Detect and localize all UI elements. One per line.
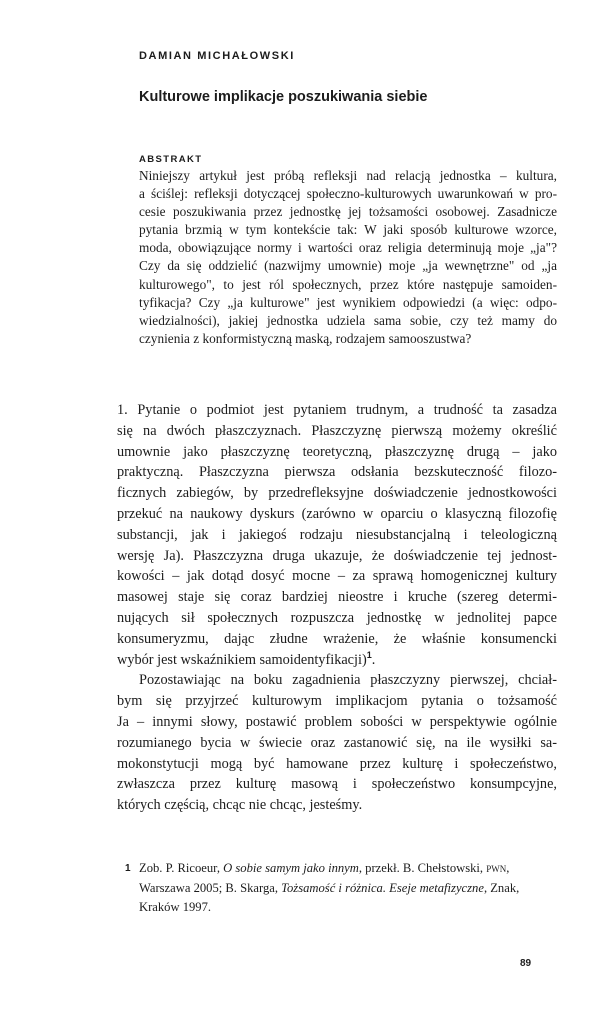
abstract-label: ABSTRAKT [139,154,203,165]
article-title: Kulturowe implikacje poszukiwania siebie [139,89,428,105]
footnote-cited-title: O sobie samym jako innym [223,861,359,875]
text-line-content: wybór jest wskaźnikiem samoidentyfikacji) [117,651,367,668]
footnote-cited-title: Tożsamość i różnica. Eseje metafizyczne [281,880,484,895]
text-line: praktyczną. Płaszczyzna pierwsza odsłania bezskuteczność filozo- [117,464,557,481]
footnote-part: , Znak, Kraków 1997. [139,880,520,915]
footnote-publisher: pwn [486,861,507,875]
page-number: 89 [520,958,532,969]
text-line: rozumianego bycia w świecie oraz zastanowić się, na ile wysiłki sa- [117,734,557,751]
text-line: 1. Pytanie o podmiot jest pytaniem trudnym, a trudność ta zasadza [117,402,557,418]
text-line: bym się przyjrzeć kulturowym implikacjom pytania o tożsamość [117,693,557,710]
text-line: się na dwóch płaszczyznach. Płaszczyznę pierwszą możemy określić [117,422,557,439]
abstract-line: a ściślej: refleksji dotyczącej społeczno-kulturowych uwarunkowań w pro- [139,186,557,202]
text-line: Ja – innymi słowy, postawić problem sobości w perspektywie ogólnie [117,713,557,730]
footnote-reference[interactable]: 1 [366,649,372,660]
abstract-line: kulturowego", to jest ról społecznych, przez które następuje samoiden- [139,276,557,292]
abstract-line: cesie poszukiwania przez jednostkę jej tożsamości osobowej. Zasadnicze [139,204,557,220]
author-name: DAMIAN MICHAŁOWSKI [139,50,295,62]
abstract-line: Niniejszy artykuł jest próbą refleksji nad relacją jednostka – kultura, [139,168,557,183]
footnote [117,859,557,918]
text-line: wersję Ja). Płaszczyzna druga ukazuje, że doświadczenie tej jednost- [117,547,557,564]
text-line: których częścią, chcąc nie chcąc, jesteśmy. [117,797,363,814]
text-line: umownie jako płaszczyznę teoretyczną, płaszczyznę drugą – jako [117,443,557,460]
footnote-text [139,859,557,918]
abstract-line: pytania brzmią w tym kontekście tak: W jaki sposób kulturowe wzorce, [139,222,557,238]
text-line: Pozostawiając na boku zagadnienia płaszczyzny pierwszej, chciał- [139,672,557,689]
abstract-line: moda, obowiązujące normy i wartości oraz religia determinują moje „ja"? [139,240,557,256]
footnote-part: Zob. P. Ricoeur, [139,861,224,875]
paragraph-1 [117,400,557,670]
text-line: mokonstytucji mogą być hamowane przez kulturę i społeczeństwo, [117,755,557,772]
text-line: nujących sił społecznych rozpuszcza jednostkę w jednolitej papce [117,609,557,626]
text-line [117,650,557,671]
abstract-line: Czy da się oddzielić (nazwijmy umownie) moje „ja wewnętrzne" od „ja [139,258,557,274]
footnote-part: , Warszawa 2005; B. Skarga, [139,861,510,895]
text-line: masowej staje się coraz bardziej nieostre i kruche (szereg determi- [117,589,557,606]
text-line: zwłaszcza przez kulturę masową i społeczeństwo konsumpcyjne, [117,776,557,793]
footnote-part: , przekł. B. Chełstowski, [358,861,487,875]
footnote-number: 1 [125,863,131,874]
text-line: substancji, jak i jakiegoś rodzaju niesubstancjalną i teleologiczną [117,526,557,543]
text-line: kowości – jak dotąd dosyć mocne – za sprawą homogenicznej kultury [117,568,557,585]
text-line: ficznych zabiegów, by przedrefleksyjne doświadczenie jednostkowości [117,485,557,502]
text-line-end: . [371,651,376,668]
text-line: konsumeryzmu, dając złudne wrażenie, że właśnie konsumencki [117,630,557,647]
abstract-line: wiedzialności), jakiej jednostka udziela sama sobie, czy też mamy do [139,312,557,328]
abstract-text [139,167,557,348]
abstract-line: tyfikacja? Czy „ja kulturowe" jest wynikiem odpowiedzi (a więc: odpo- [139,294,557,310]
abstract-line: czynienia z konformistyczną maską, rodzajem samooszustwa? [139,330,472,346]
paragraph-2 [117,670,557,816]
text-line: przekuć na naukowy dyskurs (zarówno w oparciu o klasyczną filozofię [117,505,557,522]
main-text [117,400,557,816]
